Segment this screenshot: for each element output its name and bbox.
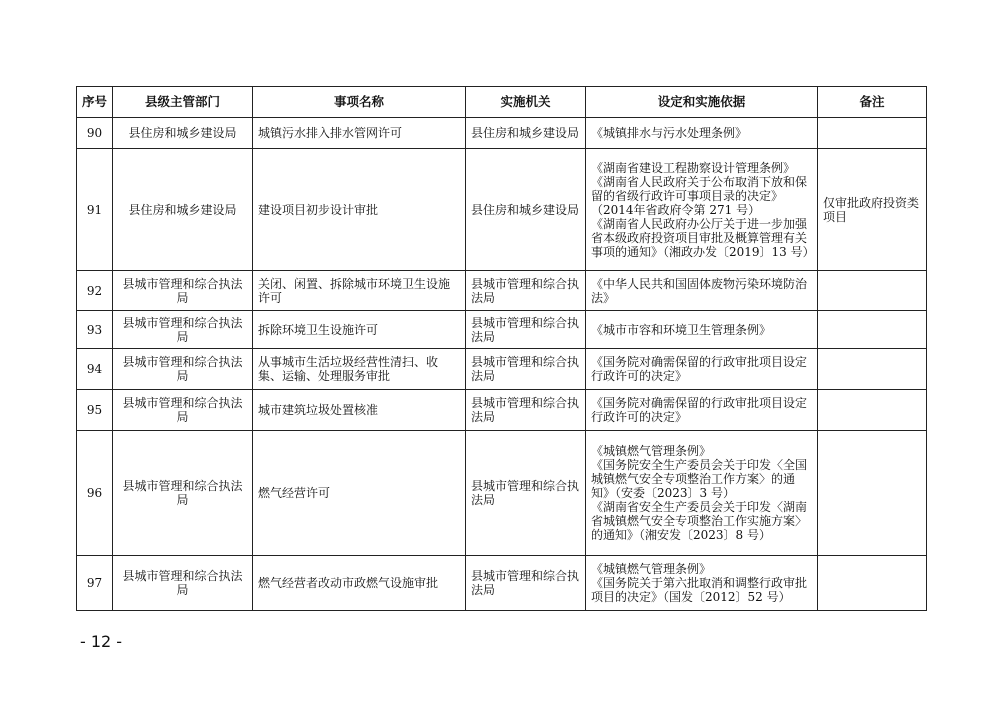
cell-no: 95	[77, 390, 113, 431]
basis-line: 《湖南省建设工程勘察设计管理条例》	[591, 160, 796, 175]
cell-dept: 县城市管理和综合执法局	[113, 556, 253, 611]
approval-items-table-container	[76, 86, 926, 611]
cell-dept: 县城市管理和综合执法局	[113, 311, 253, 349]
cell-dept: 县住房和城乡建设局	[113, 118, 253, 149]
cell-item: 拆除环境卫生设施许可	[253, 311, 466, 349]
approval-items-table	[76, 86, 927, 611]
cell-note	[818, 556, 927, 611]
basis-line: 《城镇燃气管理条例》	[591, 562, 712, 576]
basis-line: 《国务院对确需保留的行政审批项目设定行政许可的决定》	[591, 355, 808, 383]
cell-item: 城镇污水排入排水管网许可	[253, 118, 466, 149]
cell-no: 91	[77, 149, 113, 271]
cell-no: 90	[77, 118, 113, 149]
table-row	[77, 311, 927, 349]
basis-line: 《国务院安全生产委员会关于印发〈全国城镇燃气安全专项整治工作方案〉的通知》（安委〔2023〕3 号）	[591, 458, 808, 500]
basis-line: 《国务院关于第六批取消和调整行政审批项目的决定》（国发〔2012〕52 号）	[591, 576, 808, 604]
cell-dept: 县城市管理和综合执法局	[113, 431, 253, 556]
cell-basis	[586, 349, 818, 390]
cell-org: 县住房和城乡建设局	[466, 118, 586, 149]
cell-dept: 县城市管理和综合执法局	[113, 349, 253, 390]
cell-item: 燃气经营许可	[253, 431, 466, 556]
cell-basis	[586, 390, 818, 431]
cell-basis	[586, 149, 818, 271]
cell-note	[818, 390, 927, 431]
cell-note	[818, 271, 927, 311]
basis-line: 《城镇排水与污水处理条例》	[591, 126, 748, 140]
table-row	[77, 431, 927, 556]
cell-dept: 县城市管理和综合执法局	[113, 271, 253, 311]
cell-note	[818, 349, 927, 390]
header-no: 序号	[77, 87, 113, 118]
cell-org: 县城市管理和综合执法局	[466, 556, 586, 611]
cell-item: 城市建筑垃圾处置核准	[253, 390, 466, 431]
basis-line: 《湖南省安全生产委员会关于印发〈湖南省城镇燃气安全专项整治工作实施方案〉的通知》（湘安发〔2023〕8 号）	[591, 500, 808, 542]
cell-note: 仅审批政府投资类项目	[818, 149, 927, 271]
header-basis: 设定和实施依据	[586, 87, 818, 118]
cell-dept: 县住房和城乡建设局	[113, 149, 253, 271]
header-dept: 县级主管部门	[113, 87, 253, 118]
cell-no: 96	[77, 431, 113, 556]
table-row	[77, 349, 927, 390]
cell-org: 县住房和城乡建设局	[466, 149, 586, 271]
header-note: 备注	[818, 87, 927, 118]
cell-item: 燃气经营者改动市政燃气设施审批	[253, 556, 466, 611]
cell-org: 县城市管理和综合执法局	[466, 390, 586, 431]
cell-note	[818, 311, 927, 349]
cell-note	[818, 118, 927, 149]
basis-line: 《中华人民共和国固体废物污染环境防治法》	[591, 276, 808, 305]
cell-item: 从事城市生活垃圾经营性清扫、收集、运输、处理服务审批	[253, 349, 466, 390]
basis-line: 《城市市容和环境卫生管理条例》	[591, 322, 772, 337]
table-header-row	[77, 87, 927, 118]
table-row	[77, 149, 927, 271]
cell-basis	[586, 556, 818, 611]
header-org: 实施机关	[466, 87, 586, 118]
cell-no: 92	[77, 271, 113, 311]
cell-no: 94	[77, 349, 113, 390]
basis-line: 《国务院对确需保留的行政审批项目设定行政许可的决定》	[591, 396, 808, 424]
cell-basis	[586, 271, 818, 311]
header-item: 事项名称	[253, 87, 466, 118]
cell-no: 97	[77, 556, 113, 611]
cell-item: 建设项目初步设计审批	[253, 149, 466, 271]
cell-org: 县城市管理和综合执法局	[466, 271, 586, 311]
basis-line: 《城镇燃气管理条例》	[591, 444, 712, 458]
cell-no: 93	[77, 311, 113, 349]
cell-org: 县城市管理和综合执法局	[466, 431, 586, 556]
basis-line: 《湖南省人民政府办公厅关于进一步加强省本级政府投资项目审批及概算管理有关事项的通知》（湘政办发〔2019〕13 号）	[591, 216, 815, 259]
table-row	[77, 390, 927, 431]
basis-line: 《湖南省人民政府关于公布取消下放和保留的省级行政许可事项目录的决定》（2014年省政府令第 271 号）	[591, 174, 808, 217]
cell-org: 县城市管理和综合执法局	[466, 311, 586, 349]
cell-basis	[586, 431, 818, 556]
table-row	[77, 118, 927, 149]
page-number: - 12 -	[80, 632, 123, 651]
cell-note	[818, 431, 927, 556]
table-row	[77, 556, 927, 611]
cell-item: 关闭、闲置、拆除城市环境卫生设施许可	[253, 271, 466, 311]
cell-basis	[586, 311, 818, 349]
table-row	[77, 271, 927, 311]
cell-org: 县城市管理和综合执法局	[466, 349, 586, 390]
cell-basis	[586, 118, 818, 149]
cell-dept: 县城市管理和综合执法局	[113, 390, 253, 431]
